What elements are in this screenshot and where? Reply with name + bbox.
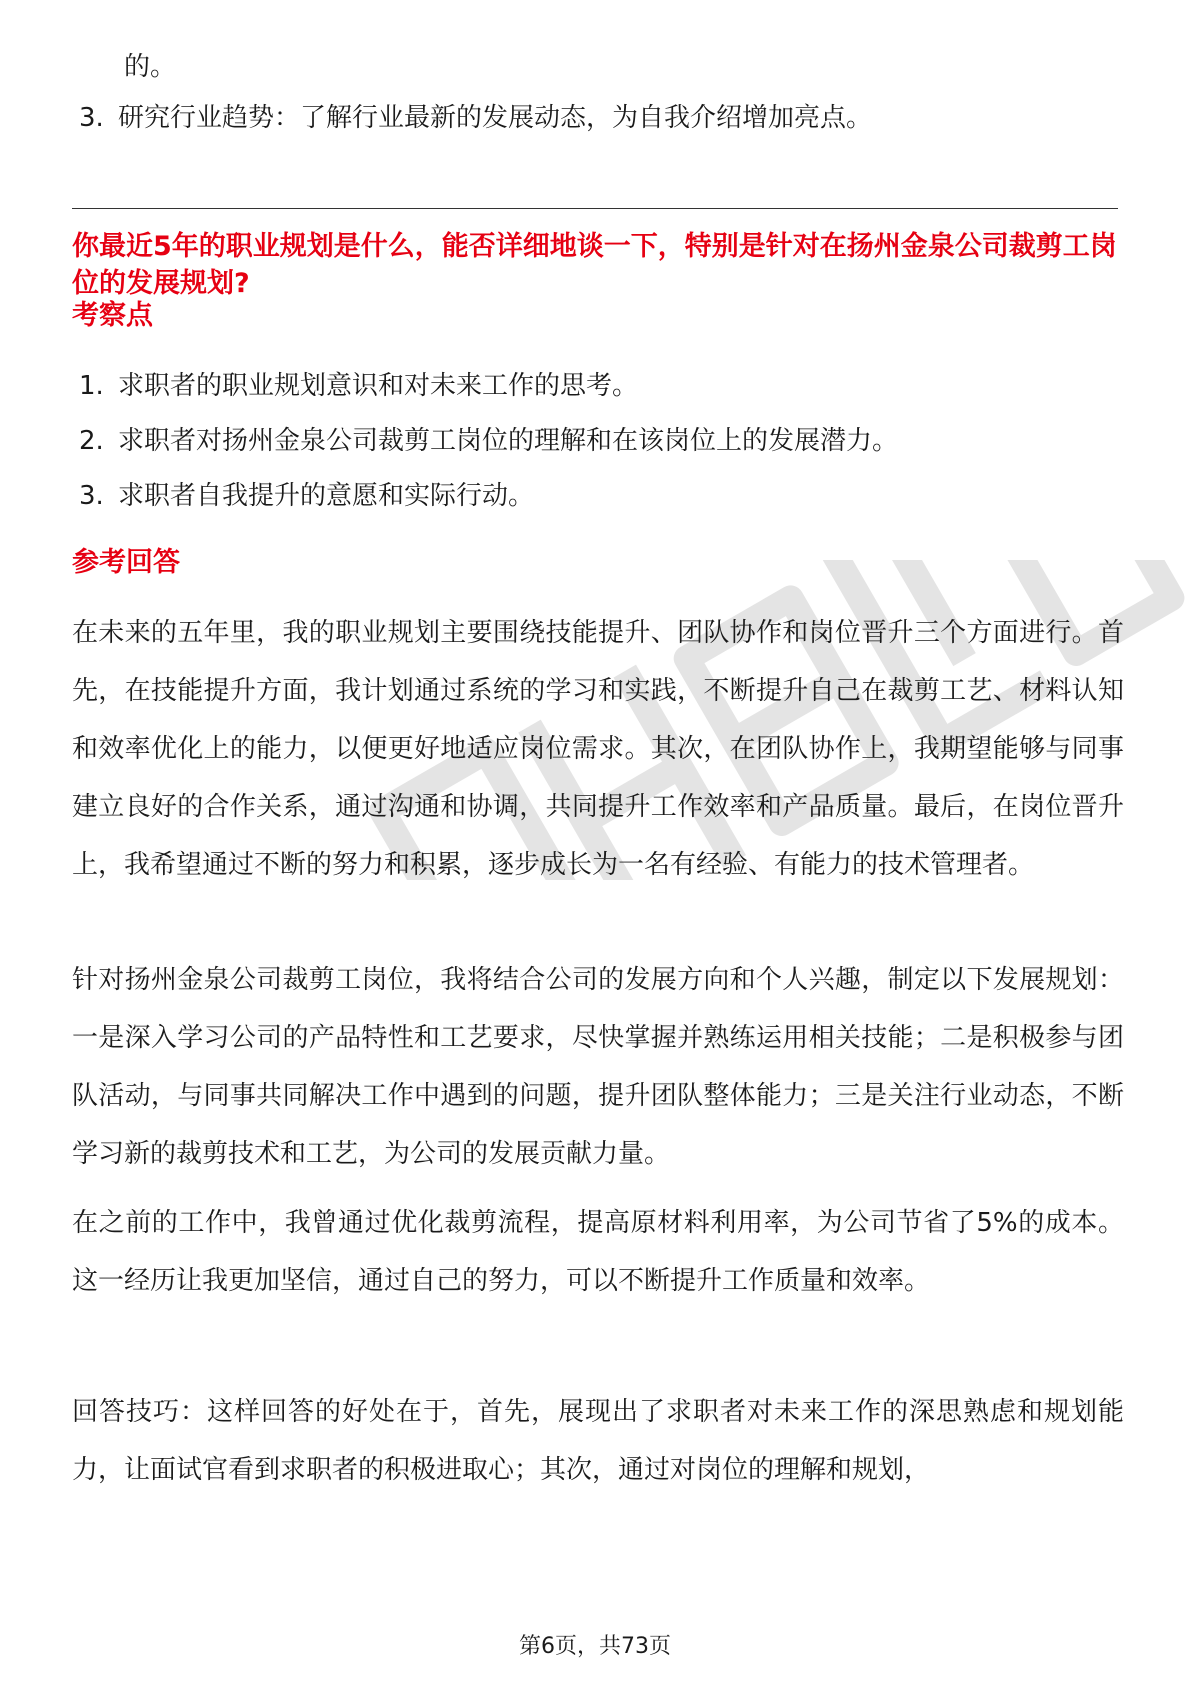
answer-paragraph: 在未来的五年里，我的职业规划主要围绕技能提升、团队协作和岗位晋升三个方面进行。首先，在技能提升方面，我计划通过系统的学习和实践，不断提升自己在裁剪工艺、材料认知和效率优化上的能力，以便更好地适应岗位需求。其次，在团队协作上，我期望能够与同事建立良好的合作关系，通过沟通和协调，共同提升工作效率和产品质量。最后，在岗位晋升上，我希望通过不断的努力和积累，逐步成长为一名有经验、有能力的技术管理者。 bbox=[72, 618, 1124, 880]
section-divider bbox=[72, 208, 1118, 209]
answer-paragraph: 针对扬州金泉公司裁剪工岗位，我将结合公司的发展方向和个人兴趣，制定以下发展规划：一是深入学习公司的产品特性和工艺要求，尽快掌握并熟练运用相关技能；二是积极参与团队活动，与同事共同解决工作中遇到的问题，提升团队整体能力；三是关注行业动态，不断学习新的裁剪技术和工艺，为公司的发展贡献力量。 bbox=[72, 965, 1124, 1169]
list-text: 求职者对扬州金泉公司裁剪工岗位的理解和在该岗位上的发展潜力。 bbox=[118, 426, 899, 456]
list-number: 1. bbox=[79, 371, 104, 401]
list-number: 3. bbox=[79, 481, 104, 511]
question-heading: 你最近5年的职业规划是什么，能否详细地谈一下，特别是针对在扬州金泉公司裁剪工岗位的发展规划? bbox=[72, 231, 1117, 299]
answer-heading: 参考回答 bbox=[72, 547, 180, 578]
answer-tips-paragraph: 回答技巧：这样回答的好处在于，首先，展现出了求职者对未来工作的深思熟虑和规划能力，让面试官看到求职者的积极进取心；其次，通过对岗位的理解和规划， bbox=[72, 1397, 1124, 1485]
list-text: 研究行业趋势：了解行业最新的发展动态，为自我介绍增加亮点。 bbox=[118, 103, 873, 133]
continuation-text: 的。 bbox=[124, 52, 177, 82]
list-number: 2. bbox=[79, 426, 104, 456]
list-text: 求职者的职业规划意识和对未来工作的思考。 bbox=[118, 371, 639, 401]
focus-heading: 考察点 bbox=[72, 300, 153, 331]
answer-paragraph: 在之前的工作中，我曾通过优化裁剪流程，提高原材料利用率，为公司节省了5%的成本。这一经历让我更加坚信，通过自己的努力，可以不断提升工作质量和效率。 bbox=[72, 1208, 1124, 1296]
page-number: 第6页，共73页 bbox=[519, 1634, 671, 1659]
list-text: 求职者自我提升的意愿和实际行动。 bbox=[118, 481, 535, 511]
list-number: 3. bbox=[79, 103, 104, 133]
